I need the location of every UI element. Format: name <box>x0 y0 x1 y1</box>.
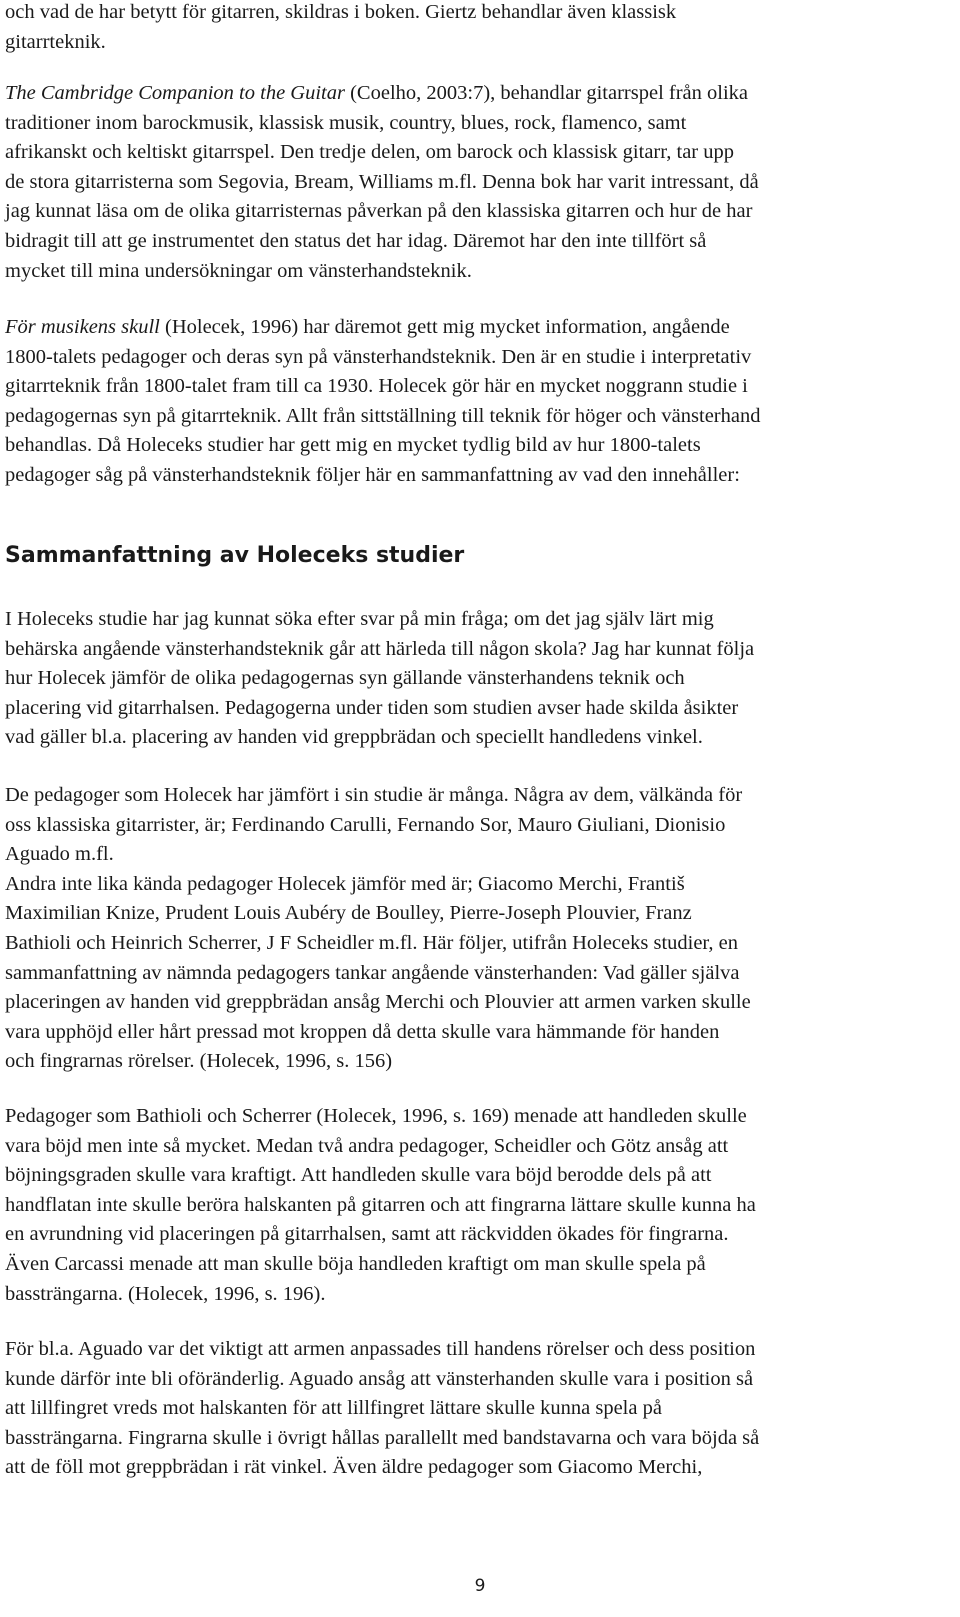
text-line: oss klassiska gitarrister, är; Ferdinando Carulli, Fernando Sor, Mauro Giuliani, Dionisio <box>5 813 726 836</box>
text-line: de stora gitarristerna som Segovia, Bream, Williams m.fl. Denna bok har varit intressant, då <box>5 170 759 193</box>
book-title: För musikens skull <box>5 316 160 338</box>
text-line: att de föll mot greppbrädan i rät vinkel. Även äldre pedagoger som Giacomo Merchi, <box>5 1456 703 1479</box>
text-line: behandlas. Då Holeceks studier har gett mig en mycket tydlig bild av hur 1800-talets <box>5 434 701 457</box>
paragraph-intro-continuation <box>5 0 940 57</box>
text-line: och vad de har betytt för gitarren, skildras i boken. Giertz behandlar även klassisk <box>5 1 677 23</box>
paragraph-musikens-skull <box>5 313 940 491</box>
text-line <box>5 79 940 109</box>
text-line: afrikanskt och keltiskt gitarrspel. Den tredje delen, om barock och klassisk gitarr, tar upp <box>5 141 734 164</box>
text-line: och fingrarnas rörelser. (Holecek, 1996, s. 156) <box>5 1050 393 1073</box>
text-line: Andra inte lika kända pedagoger Holecek jämför med är; Giacomo Merchi, Františ <box>5 872 685 895</box>
text-line: vara upphöjd eller hårt pressad mot kroppen då detta skulle vara hämmande för handen <box>5 1020 720 1043</box>
text-line: vad gäller bl.a. placering av handen vid greppbrädan och speciellt handledens vinkel. <box>5 726 703 749</box>
text-line: pedagogernas syn på gitarrteknik. Allt från sittställning till teknik för höger och vänsterhand <box>5 404 761 427</box>
text-line: I Holeceks studie har jag kunnat söka efter svar på min fråga; om det jag själv lärt mig <box>5 608 714 630</box>
text-line: böjningsgraden skulle vara kraftigt. Att handleden skulle vara böjd berodde dels på att <box>5 1164 712 1187</box>
text-line: kunde därför inte bli oföränderlig. Aguado ansåg att vänsterhanden skulle vara i position så <box>5 1367 754 1390</box>
paragraph-holecek-study <box>5 605 940 753</box>
text-line: bassträngarna. (Holecek, 1996, s. 196). <box>5 1282 326 1305</box>
text-line: För bl.a. Aguado var det viktigt att armen anpassades till handens rörelser och dess position <box>5 1338 756 1360</box>
text-line: bidragit till att ge instrumentet den status det har idag. Däremot har den inte tillfört så <box>5 229 707 252</box>
paragraph-pedagogues <box>5 781 940 1077</box>
text-line: Pedagoger som Bathioli och Scherrer (Holecek, 1996, s. 169) menade att handleden skulle <box>5 1105 747 1127</box>
text-fragment: (Coelho, 2003:7), behandlar gitarrspel från olika <box>344 82 749 104</box>
text-line: traditioner inom barockmusik, klassisk musik, country, blues, rock, flamenco, samt <box>5 111 687 134</box>
text-line: Även Carcassi menade att man skulle böja handleden kraftigt om man skulle spela på <box>5 1252 706 1275</box>
text-line <box>5 313 940 343</box>
text-line: hur Holecek jämför de olika pedagogernas syn gällande vänsterhandens teknik och <box>5 667 685 690</box>
text-line: De pedagoger som Holecek har jämfört i sin studie är många. Några av dem, välkända för <box>5 784 743 806</box>
section-heading: Sammanfattning av Holeceks studier <box>5 543 465 568</box>
text-line: Bathioli och Heinrich Scherrer, J F Scheidler m.fl. Här följer, utifrån Holeceks studier, en <box>5 931 739 954</box>
text-line: Aguado m.fl. <box>5 843 114 866</box>
text-line: vara böjd men inte så mycket. Medan två andra pedagoger, Scheidler och Götz ansåg att <box>5 1134 729 1157</box>
text-fragment: (Holecek, 1996) har däremot gett mig mycket information, angående <box>159 316 730 338</box>
text-line: jag kunnat läsa om de olika gitarristernas påverkan på den klassiska gitarren och hur de har <box>5 200 753 223</box>
text-line: behärska angående vänsterhandsteknik går att härleda till någon skola? Jag har kunnat följa <box>5 637 755 660</box>
text-line: sammanfattning av nämnda pedagogers tankar angående vänsterhanden: Vad gäller själva <box>5 961 740 984</box>
text-line: placering vid gitarrhalsen. Pedagogerna under tiden som studien avser hade skilda åsikter <box>5 696 739 719</box>
text-line: placeringen av handen vid greppbrädan ansåg Merchi och Plouvier att armen varken skulle <box>5 991 751 1014</box>
book-title: The Cambridge Companion to the Guitar <box>5 82 345 104</box>
text-line: Maximilian Knize, Prudent Louis Aubéry de Boulley, Pierre-Joseph Plouvier, Franz <box>5 902 692 925</box>
paragraph-wrist-angle <box>5 1102 940 1309</box>
text-line: 1800-talets pedagoger och deras syn på vänsterhandsteknik. Den är en studie i interpretativ <box>5 345 752 368</box>
text-line: pedagoger såg på vänsterhandsteknik följer här en sammanfattning av vad den innehåller: <box>5 463 740 486</box>
paragraph-cambridge-companion <box>5 79 940 286</box>
text-line: handflatan inte skulle beröra halskanten på gitarren och att fingrarna lättare skulle kunna ha <box>5 1193 756 1216</box>
text-line: bassträngarna. Fingrarna skulle i övrigt hållas parallellt med bandstavarna och vara böjda så <box>5 1426 760 1449</box>
text-line: mycket till mina undersökningar om vänsterhandsteknik. <box>5 259 472 282</box>
text-line: gitarrteknik från 1800-talet fram till ca 1930. Holecek gör här en mycket noggrann studie i <box>5 375 748 398</box>
page-number: 9 <box>474 1576 486 1596</box>
text-line: att lillfingret vreds mot halskanten för att lillfingret lättare skulle kunna spela på <box>5 1397 662 1420</box>
paragraph-aguado <box>5 1335 940 1483</box>
text-line: gitarrteknik. <box>5 30 106 53</box>
text-line: en avrundning vid placeringen på gitarrhalsen, samt att räckvidden ökades för fingrarna. <box>5 1223 729 1246</box>
